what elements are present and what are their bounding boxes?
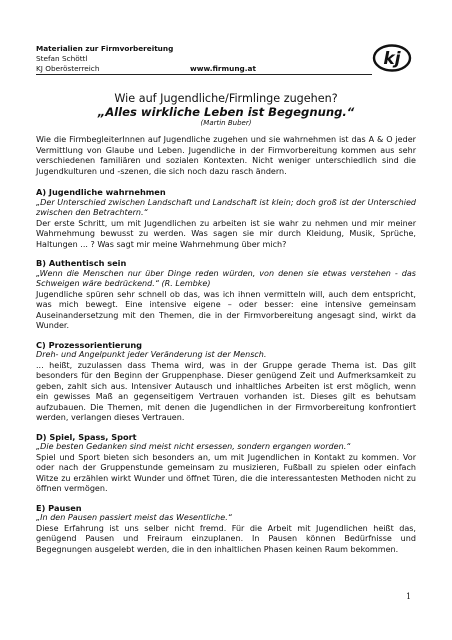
intro-paragraph: Wie die FirmbegleiterInnen auf Jugendliche zugehen und sie wahrnehmen ist das A & O jeder Vermittlung von Glaube und Leben. Jugendliche in der Firmvorbereitung kommen aus sehr verschiedenen familiären und sozialen Kontexten. Nicht weniger unterschiedlich sind die Jugendkulturen und -szenen, die sich noch dazu rasch ändern. bbox=[36, 135, 416, 176]
section-body: Spiel und Sport bieten sich besonders an, um mit Jugendlichen in Kontakt zu kommen. Vor oder nach der Gruppenstunde gemeinsam zu musizieren, Fußball zu spielen oder einfach Witze zu erzählen wirkt Wunder und öffnet Türen, die die interessantesten Methoden nicht zu öffnen vermögen. bbox=[36, 452, 416, 493]
section-body: Diese Erfahrung ist uns selber nicht fremd. Für die Arbeit mit Jugendlichen heißt das, genügend Pausen und Freiraum einzuplanen. In Pausen können Bedürfnisse und Begegnungen ausgelebt werden, die in den inhaltlichen Phasen keinen Raum bekommen. bbox=[36, 523, 416, 554]
page-title: Wie auf Jugendliche/Firmlinge zugehen? bbox=[114, 92, 338, 105]
section-body: ... heißt, zuzulassen dass Thema wird, was in der Gruppe gerade Thema ist. Das gilt besonders für den Beginn der Gruppenphase. Dieser genügend Zeit und Aufmerksamkeit zu geben, zahlt sich aus. Intensiver Autausch und inhaltliches Arbeiten ist erst möglich, wenn ein gewisses Maß an gegenseitigem Vertrauen vorhanden ist. Dieses gilt es behutsam aufzubauen. Die Themen, mit denen die Jugendlichen in der Firmvorbereitung konfrontiert werden, verlangen dieses Vertrauen. bbox=[36, 360, 416, 422]
section-body: Der erste Schritt, um mit Jugendlichen zu arbeiten ist sie wahr zu nehmen und mir meiner Wahrnehmung bewusst zu werden. Was sagen sie mir durch Kleidung, Musik, Sprüche, Haltungen ... ? Was sagt mir meine Wahrnehmung über mich? bbox=[36, 218, 416, 249]
page-number: 1 bbox=[406, 592, 412, 601]
header-author: Stefan Schöttl bbox=[36, 54, 88, 63]
header-org: Materialien zur Firmvorbereitung bbox=[36, 44, 174, 53]
section-c bbox=[36, 340, 416, 424]
section-heading: E) Pausen bbox=[36, 502, 82, 513]
section-e bbox=[36, 503, 416, 556]
section-quote: „In den Pausen passiert meist das Wesentliche.“ bbox=[36, 513, 232, 522]
header-divider bbox=[36, 74, 372, 75]
header-url: www.firmung.at bbox=[190, 64, 256, 73]
section-quote: „Wenn die Menschen nur über Dinge reden würden, von denen sie etwas verstehen - das Schweigen wäre bedrückend.“ (R. Lembke) bbox=[36, 268, 416, 288]
document-body bbox=[36, 135, 416, 563]
section-body: Jugendliche spüren sehr schnell ob das, was ich ihnen vermitteln will, auch dem entspricht, was mich bewegt. Eine intensive eigene – oder besser: eine intensive gemeinsam Auseinandersetzung mit den Themen, die in der Firmvorbereitung angesagt sind, wirkt da Wunder. bbox=[36, 289, 416, 330]
svg-text:kj: kj bbox=[383, 49, 401, 69]
section-heading: A) Jugendliche wahrnehmen bbox=[36, 187, 166, 197]
quote-credit: (Martin Buber) bbox=[200, 119, 252, 127]
section-quote: „Der Unterschied zwischen Landschaft und Landschaft ist klein; doch groß ist der Unterschied zwischen den Betrachtern.“ bbox=[36, 197, 416, 217]
section-b bbox=[36, 258, 416, 332]
section-heading: C) Prozessorientierung bbox=[36, 339, 143, 350]
section-heading: D) Spiel, Spass, Sport bbox=[36, 431, 137, 442]
header-kj: KJ Oberösterreich bbox=[36, 64, 100, 73]
section-d bbox=[36, 432, 416, 495]
document-header bbox=[36, 44, 408, 74]
section-quote: „Die besten Gedanken sind meist nicht ersessen, sondern ergangen worden.“ bbox=[36, 442, 351, 451]
kj-logo-icon bbox=[372, 44, 412, 72]
header-row bbox=[36, 64, 408, 74]
section-quote: Dreh- und Angelpunkt jeder Veränderung ist der Mensch. bbox=[36, 350, 267, 359]
section-heading: B) Authentisch sein bbox=[36, 258, 127, 268]
title-block bbox=[36, 92, 416, 128]
section-a bbox=[36, 187, 416, 250]
page-subtitle: „Alles wirkliche Leben ist Begegnung.“ bbox=[97, 105, 355, 119]
